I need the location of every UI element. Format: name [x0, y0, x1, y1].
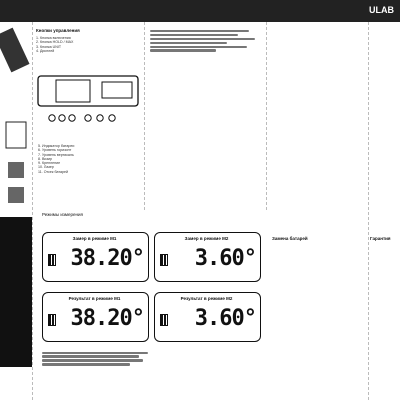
value-text: 38.20 [70, 306, 132, 331]
controls-diagram [32, 60, 144, 140]
panel-device [0, 22, 33, 400]
text-lines [42, 350, 262, 367]
text-block [150, 30, 260, 52]
lcd-bar [48, 314, 56, 326]
list-item: 7. Уровень вертикаль [38, 152, 74, 157]
brand-logo: ULAB [369, 5, 394, 15]
lcd-value [176, 306, 256, 331]
value-text: 38.20 [70, 246, 132, 271]
lcd-caption: Замер в режиме M1 [72, 236, 117, 241]
list-bottom [38, 144, 140, 174]
unit-text: ° [131, 306, 144, 331]
value-text: 3.60 [194, 246, 244, 271]
list-item: 8. Визир [38, 156, 53, 161]
lcd-bar [160, 254, 168, 266]
unit-text: ° [131, 246, 144, 271]
panel-text-a [144, 22, 267, 210]
value-text: 3.60 [194, 306, 244, 331]
list-item: 6. Уровень горизонт [38, 148, 72, 153]
panel-title: Кнопки управления [36, 28, 80, 33]
lcd-value [176, 246, 256, 271]
lcd-caption: Результат в режиме M2 [180, 296, 233, 301]
lcd-caption: Результат в режиме M1 [68, 296, 121, 301]
panel-title: Замена батарей [272, 236, 308, 241]
list-item: 2. Кнопка HOLD / MAX [36, 40, 74, 45]
top-banner [0, 0, 400, 22]
display-modes [36, 210, 266, 400]
list-item: 5. Индикатор батареи [38, 144, 75, 148]
unit-text: ° [243, 246, 256, 271]
list-top [36, 36, 140, 53]
panel-text-b [266, 22, 369, 400]
list-item: 10. Лазер [38, 165, 54, 170]
list-item: 1. Кнопка включения [36, 36, 71, 40]
list-item: 11. Отсек батарей [38, 169, 68, 174]
list-item: 9. Крепление [38, 161, 61, 166]
panel-title: Гарантия [370, 236, 391, 241]
panel-text-c [368, 22, 400, 400]
lcd-value [64, 306, 144, 331]
lcd-caption: Замер в режиме M2 [184, 236, 229, 241]
section-title: Режимы измерения [42, 212, 83, 217]
lcd-bar [160, 314, 168, 326]
lcd-value [64, 246, 144, 271]
lcd-bar [48, 254, 56, 266]
device-illustration [0, 22, 32, 400]
list-item: 3. Кнопка UNIT [36, 44, 62, 49]
list-item: 4. Дисплей [36, 48, 55, 53]
unit-text: ° [243, 306, 256, 331]
